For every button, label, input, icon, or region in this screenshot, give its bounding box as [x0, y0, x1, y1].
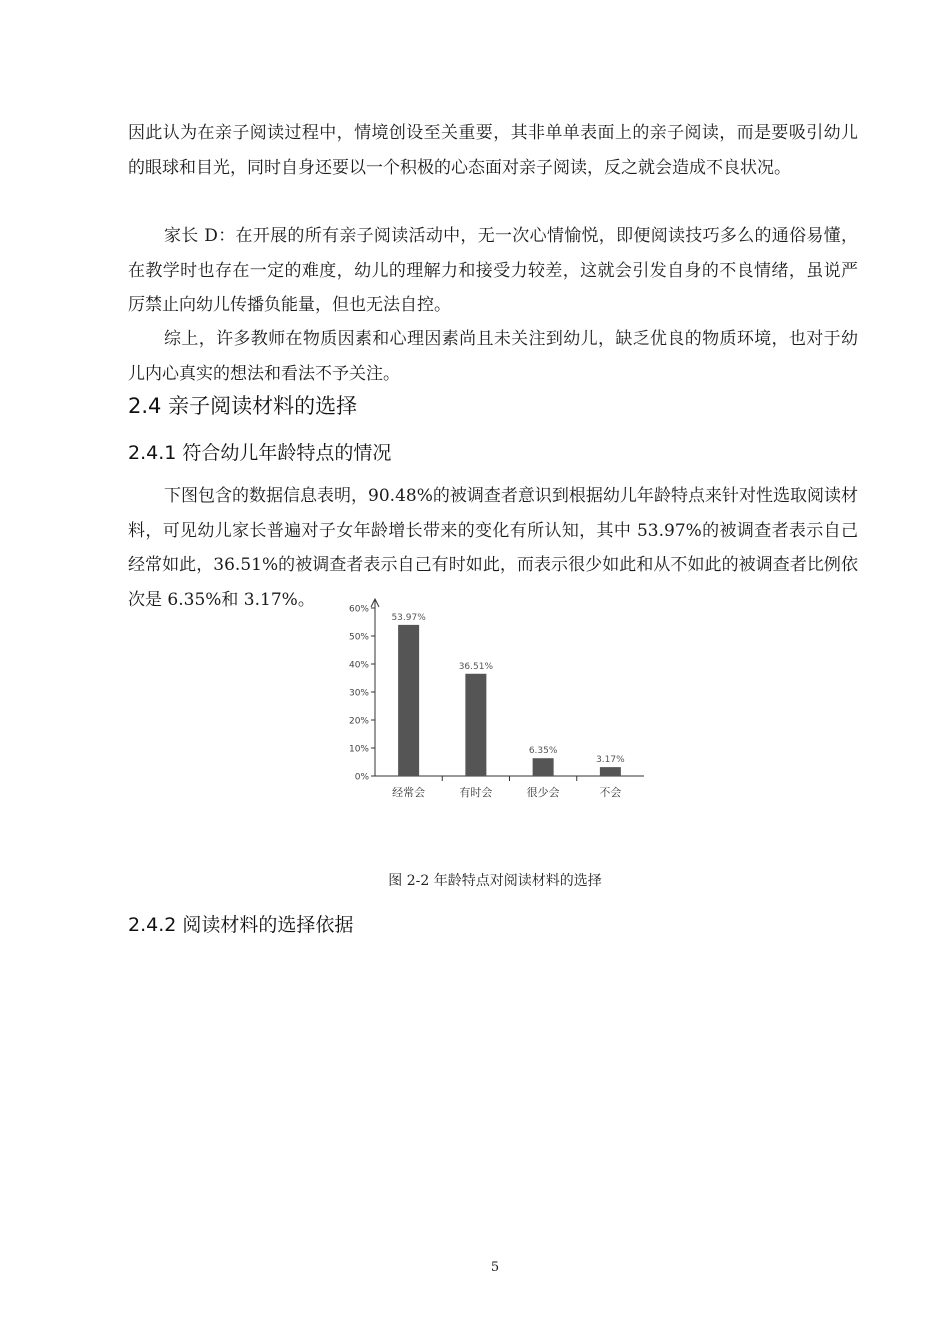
y-tick-label: 10% [348, 744, 369, 755]
y-tick-label: 30% [348, 688, 369, 699]
y-tick-label: 60% [348, 604, 369, 615]
y-tick-label: 40% [348, 660, 369, 671]
paragraph-summary: 综上，许多教师在物质因素和心理因素尚且未关注到幼儿，缺乏优良的物质环境，也对于幼儿内心真实的想法和看法不予关注。 [128, 329, 858, 384]
y-tick-label: 20% [348, 716, 369, 727]
x-category-label: 不会 [599, 786, 622, 799]
paragraph-parent-d: 家长 D：在开展的所有亲子阅读活动中，无一次心情愉悦，即便阅读技巧多么的通俗易懂，在教学时也存在一定的难度，幼儿的理解力和接受力较差，这就会引发自身的不良情绪，虽说严厉禁止向幼儿传播负能量，但也无法自控。 [128, 226, 858, 315]
section-heading-2-4: 2.4 亲子阅读材料的选择 [128, 394, 358, 418]
paragraph-situation-creation: 因此认为在亲子阅读过程中，情境创设至关重要，其非单单表面上的亲子阅读，而是要吸引幼儿的眼球和目光，同时自身还要以一个积极的心态面对亲子阅读，反之就会造成不良状况。 [128, 123, 858, 178]
subsection-heading-2-4-1: 2.4.1 符合幼儿年龄特点的情况 [128, 442, 392, 464]
x-category-label: 很少会 [526, 786, 560, 799]
bar-3 [533, 758, 554, 776]
x-category-label: 有时会 [459, 786, 493, 799]
y-tick-label: 0% [354, 772, 369, 783]
paragraph-data-analysis: 下图包含的数据信息表明，90.48%的被调查者意识到根据幼儿年龄特点来针对性选取阅读材料，可见幼儿家长普遍对子女年龄增长带来的变化有所认知，其中 53.97%的被调查者表示自己经常如此，36.51%的被调查者表示自己有时如此，而表示很少如此和从不如此的被调查者比例依次是 6.35%和 3.17%。 [128, 486, 858, 610]
bar-chart-age-characteristics [318, 598, 652, 810]
bar-4 [600, 767, 621, 776]
x-category-label: 经常会 [392, 786, 426, 799]
bar-1 [398, 625, 419, 776]
subsection-heading-2-4-2: 2.4.2 阅读材料的选择依据 [128, 914, 354, 936]
bar-value-label: 6.35% [528, 746, 558, 757]
page-number: 5 [490, 1260, 500, 1275]
bar-value-label: 36.51% [458, 661, 494, 672]
bar-2 [465, 674, 486, 776]
figure-caption: 图 2-2 年龄特点对阅读材料的选择 [388, 873, 602, 889]
bar-value-label: 3.17% [596, 755, 625, 766]
bar-value-label: 53.97% [391, 612, 426, 623]
y-tick-label: 50% [348, 632, 369, 643]
